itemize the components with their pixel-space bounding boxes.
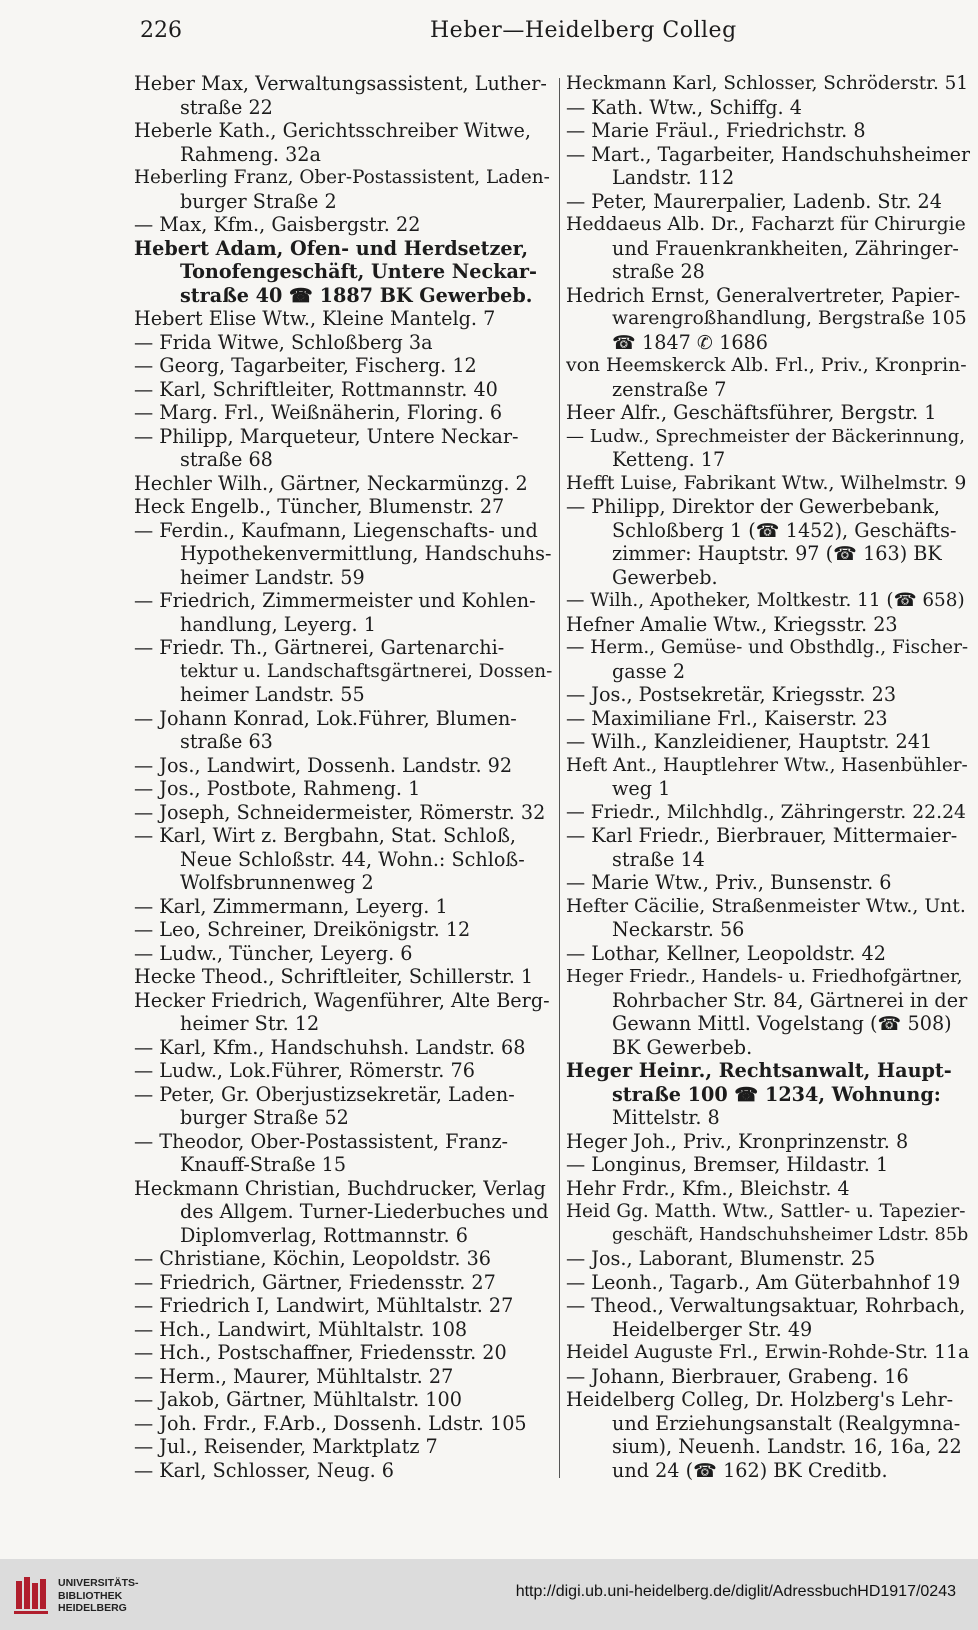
directory-entry-line: — Marg. Frl., Weißnäherin, Floring. 6 [134, 401, 503, 424]
library-name [58, 1577, 139, 1615]
directory-entry-line: — Marie Wtw., Priv., Bunsenstr. 6 [566, 871, 892, 894]
directory-entry-line: straße 63 [180, 730, 273, 753]
directory-entry-line: — Frida Witwe, Schloßberg 3a [134, 330, 433, 354]
directory-entry-line: — Jos., Landwirt, Dossenh. Landstr. 92 [134, 753, 513, 777]
directory-entry-line: Heid Gg. Matth. Wtw., Sattler- u. Tapezier- [566, 1201, 966, 1222]
directory-entry-line: — Philipp, Marqueteur, Untere Neckar- [134, 424, 519, 448]
footer-bar [0, 1559, 978, 1630]
directory-entry-line: — Hch., Landwirt, Mühltalstr. 108 [134, 1317, 468, 1341]
directory-entry-line: Heidel Auguste Frl., Erwin-Rohde-Str. 11a [566, 1342, 970, 1363]
directory-entry-line: Hefft Luise, Fabrikant Wtw., Wilhelmstr. 9 [566, 472, 967, 494]
directory-entry-line: Heckmann Karl, Schlosser, Schröderstr. 51 [566, 73, 969, 94]
library-name-line: BIBLIOTHEK [58, 1589, 123, 1602]
directory-entry-line: und Erziehungsanstalt (Realgymna- [612, 1411, 961, 1435]
directory-entry-line: Hecke Theod., Schriftleiter, Schillerstr. 1 [134, 965, 534, 988]
directory-entry-line: straße 100 ☎ 1234, Wohnung: [612, 1082, 941, 1106]
directory-entry-line: — Leonh., Tagarb., Am Güterbahnhof 19 [566, 1270, 961, 1294]
directory-entry-line: Heft Ant., Hauptlehrer Wtw., Hasenbühler- [566, 754, 968, 776]
directory-entry-line: geschäft, Handschuhsheimer Ldstr. 85b [612, 1224, 969, 1245]
directory-entry-line: Heer Alfr., Geschäftsführer, Bergstr. 1 [566, 401, 937, 424]
library-name-line: UNIVERSITÄTS- [58, 1577, 139, 1589]
directory-entry-line: straße 28 [612, 260, 705, 283]
directory-entry-line: — Friedrich I, Landwirt, Mühltalstr. 27 [134, 1294, 514, 1317]
directory-entry-line: — Philipp, Direktor der Gewerbebank, [566, 495, 940, 518]
directory-entry-line: Gewann Mittl. Vogelstang (☎ 508) [612, 1012, 952, 1035]
directory-entry-line: — Lothar, Kellner, Leopoldstr. 42 [566, 941, 886, 965]
directory-entry-line: — Jul., Reisender, Marktplatz 7 [134, 1435, 438, 1458]
directory-entry-line: Hebert Elise Wtw., Kleine Mantelg. 7 [134, 307, 496, 330]
directory-entry-line: — Ferdin., Kaufmann, Liegenschafts- und [134, 518, 538, 542]
directory-entry-line: zenstraße 7 [612, 377, 727, 401]
directory-entry-line: — Theod., Verwaltungsaktuar, Rohrbach, [566, 1294, 966, 1317]
directory-entry-line: — Friedr. Th., Gärtnerei, Gartenarchi- [134, 636, 505, 659]
directory-entry-line: — Joseph, Schneidermeister, Römerstr. 32 [134, 800, 546, 824]
directory-entry-line: heimer Landstr. 55 [180, 683, 365, 706]
directory-entry-line: Hefter Cäcilie, Straßenmeister Wtw., Unt. [566, 895, 966, 917]
directory-entry-line: Hebert Adam, Ofen- und Herdsetzer, [134, 236, 529, 260]
directory-entry-line: — Karl, Kfm., Handschuhsh. Landstr. 68 [134, 1035, 526, 1059]
directory-entry-line: Landstr. 112 [612, 166, 735, 189]
directory-entry-line: — Theodor, Ober-Postassistent, Franz- [134, 1129, 509, 1153]
directory-entry-line: — Johann, Bierbrauer, Grabeng. 16 [566, 1364, 909, 1388]
directory-entry-line: — Jos., Postsekretär, Kriegsstr. 23 [566, 683, 897, 706]
directory-entry-line: Heger Heinr., Rechtsanwalt, Haupt- [566, 1059, 952, 1082]
directory-entry-line: — Wilh., Kanzleidiener, Hauptstr. 241 [566, 730, 933, 753]
directory-entry-line: Hypothekenvermittlung, Handschuhs- [180, 542, 552, 565]
directory-entry-line: — Jos., Laborant, Blumenstr. 25 [566, 1247, 876, 1270]
directory-entry-line: straße 40 ☎ 1887 BK Gewerbeb. [180, 283, 533, 307]
directory-entry-line: Mittelstr. 8 [612, 1106, 720, 1129]
directory-entry-line: — Karl, Schlosser, Neug. 6 [134, 1458, 395, 1482]
library-name-line: HEIDELBERG [58, 1602, 127, 1614]
directory-entry-line: ☎ 1847 ✆ 1686 [612, 330, 768, 354]
directory-entry-line: straße 22 [180, 95, 273, 119]
directory-entry-line: heimer Str. 12 [180, 1012, 320, 1035]
directory-entry-line: gasse 2 [612, 659, 686, 683]
directory-entry-line: — Ludw., Sprechmeister der Bäckerinnung, [566, 425, 966, 447]
directory-entry-line: — Marie Fräul., Friedrichstr. 8 [566, 119, 866, 142]
directory-entry-line: des Allgem. Turner-Liederbuches und [180, 1200, 549, 1223]
directory-entry-line: — Jos., Postbote, Rahmeng. 1 [134, 777, 421, 800]
directory-entry-line: von Heemskerck Alb. Frl., Priv., Kronprin- [566, 355, 967, 376]
directory-entry-line: — Peter, Maurerpalier, Ladenb. Str. 24 [566, 189, 942, 213]
directory-entry-line: — Georg, Tagarbeiter, Fischerg. 12 [134, 354, 477, 377]
directory-entry-line: Schloßberg 1 (☎ 1452), Geschäfts- [612, 518, 957, 542]
directory-entry-line: Heckmann Christian, Buchdrucker, Verlag [134, 1176, 546, 1200]
directory-entry-line: Diplomverlag, Rottmannstr. 6 [180, 1223, 468, 1247]
directory-entry-line: — Herm., Maurer, Mühltalstr. 27 [134, 1364, 454, 1388]
directory-entry-line: — Longinus, Bremser, Hildastr. 1 [566, 1153, 889, 1176]
directory-entry-line: Heck Engelb., Tüncher, Blumenstr. 27 [134, 495, 505, 518]
directory-entry-line: Heberling Franz, Ober-Postassistent, Laden- [134, 167, 550, 188]
directory-entry-line: Neue Schloßstr. 44, Wohn.: Schloß- [180, 847, 525, 871]
directory-entry-line: Rahmeng. 32a [180, 142, 321, 166]
directory-entry-line: Heger Joh., Priv., Kronprinzenstr. 8 [566, 1129, 909, 1153]
directory-entry-line: burger Straße 52 [180, 1106, 349, 1129]
directory-entry-line: burger Straße 2 [180, 189, 337, 213]
directory-entry-line: — Max, Kfm., Gaisbergstr. 22 [134, 213, 421, 236]
left-column [134, 72, 552, 1482]
directory-entry-line: Gewerbeb. [612, 565, 718, 589]
directory-entry-line: Heidelberger Str. 49 [612, 1317, 813, 1341]
directory-entry-line: Neckarstr. 56 [612, 918, 745, 941]
directory-entry-line: zimmer: Hauptstr. 97 (☎ 163) BK [612, 542, 942, 565]
directory-entry-line: — Maximiliane Frl., Kaiserstr. 23 [566, 706, 888, 730]
source-url-link[interactable]: http://digi.ub.uni-heidelberg.de/diglit/AdressbuchHD1917/0243 [515, 1583, 956, 1600]
directory-entry-line: BK Gewerbeb. [612, 1035, 753, 1059]
directory-entry-line: — Wilh., Apotheker, Moltkestr. 11 (☎ 658) [566, 590, 965, 611]
directory-entry-line: — Kath. Wtw., Schiffg. 4 [566, 95, 802, 119]
directory-entry-line: — Friedrich, Gärtner, Friedensstr. 27 [134, 1270, 496, 1294]
running-title: Heber—Heidelberg Colleg [430, 18, 737, 43]
directory-entry-line: Wolfsbrunnenweg 2 [180, 871, 374, 894]
directory-entry-line: heimer Landstr. 59 [180, 565, 365, 589]
directory-entry-line: straße 68 [180, 448, 273, 471]
directory-entry-line: weg 1 [612, 777, 671, 800]
directory-entry-line: warengroßhandlung, Bergstraße 105 [612, 308, 967, 329]
directory-entry-line: — Joh. Frdr., F.Arb., Dossenh. Ldstr. 105 [134, 1411, 527, 1435]
directory-entry-line: Heddaeus Alb. Dr., Facharzt für Chirurgie [566, 214, 966, 235]
directory-entry-line: — Hch., Postschaffner, Friedensstr. 20 [134, 1341, 507, 1364]
directory-entry-line: sium), Neuenh. Landstr. 16, 16a, 22 [612, 1435, 962, 1458]
directory-entry-line: Heidelberg Colleg, Dr. Holzberg's Lehr- [566, 1388, 954, 1411]
column-divider [559, 78, 560, 1478]
directory-entry-line: Knauff-Straße 15 [180, 1153, 347, 1176]
directory-entry-line: — Friedr., Milchhdlg., Zähringerstr. 22.24 [566, 801, 966, 823]
directory-entry-line: Heger Friedr., Handels- u. Friedhofgärtner, [566, 966, 963, 987]
directory-entry-line: — Ludw., Lok.Führer, Römerstr. 76 [134, 1059, 475, 1082]
directory-entry-line: Hefner Amalie Wtw., Kriegsstr. 23 [566, 612, 898, 636]
directory-entry-line: Ketteng. 17 [612, 448, 726, 471]
university-library-logo-icon [12, 1573, 52, 1617]
directory-entry-line: — Jakob, Gärtner, Mühltalstr. 100 [134, 1388, 462, 1411]
directory-entry-line: — Herm., Gemüse- und Obsthdlg., Fischer- [566, 637, 969, 658]
directory-entry-line: tektur u. Landschaftsgärtnerei, Dossen- [180, 660, 553, 682]
directory-entry-line: — Friedrich, Zimmermeister und Kohlen- [134, 589, 536, 612]
directory-entry-line: Hecker Friedrich, Wagenführer, Alte Berg- [134, 988, 550, 1012]
directory-entry-line: Hehr Frdr., Kfm., Bleichstr. 4 [566, 1176, 850, 1200]
directory-entry-line: und Frauenkrankheiten, Zähringer- [612, 236, 959, 260]
page-number: 226 [140, 18, 182, 43]
page-header [0, 0, 978, 60]
directory-entry-line: Tonofengeschäft, Untere Neckar- [180, 260, 537, 283]
directory-entry-line: Hedrich Ernst, Generalvertreter, Papier- [566, 283, 961, 307]
directory-entry-line: — Karl, Schriftleiter, Rottmannstr. 40 [134, 377, 498, 401]
directory-entry-line: straße 14 [612, 847, 705, 871]
directory-entry-line: — Karl, Zimmermann, Leyerg. 1 [134, 894, 448, 918]
directory-entry-line: — Christiane, Köchin, Leopoldstr. 36 [134, 1247, 491, 1270]
directory-entry-line: — Johann Konrad, Lok.Führer, Blumen- [134, 706, 517, 730]
directory-entry-line: — Karl Friedr., Bierbrauer, Mittermaier- [566, 824, 958, 847]
directory-entry-line: und 24 (☎ 162) BK Creditb. [612, 1458, 888, 1482]
right-column [566, 72, 970, 1482]
directory-entry-line: Hechler Wilh., Gärtner, Neckarmünzg. 2 [134, 471, 528, 495]
directory-entry-line: Rohrbacher Str. 84, Gärtnerei in der [612, 988, 968, 1012]
directory-entry-line: — Leo, Schreiner, Dreikönigstr. 12 [134, 918, 471, 941]
directory-entry-line: Heberle Kath., Gerichtsschreiber Witwe, [134, 119, 531, 142]
directory-entry-line: — Peter, Gr. Oberjustizsekretär, Laden- [134, 1082, 515, 1106]
directory-entry-line: Heber Max, Verwaltungsassistent, Luther- [134, 72, 547, 95]
directory-entry-line: — Mart., Tagarbeiter, Handschuhsheimer [566, 142, 970, 166]
directory-entry-line: — Ludw., Tüncher, Leyerg. 6 [134, 941, 413, 965]
directory-entry-line: — Karl, Wirt z. Bergbahn, Stat. Schloß, [134, 824, 516, 847]
directory-entry-line: handlung, Leyerg. 1 [180, 612, 376, 636]
